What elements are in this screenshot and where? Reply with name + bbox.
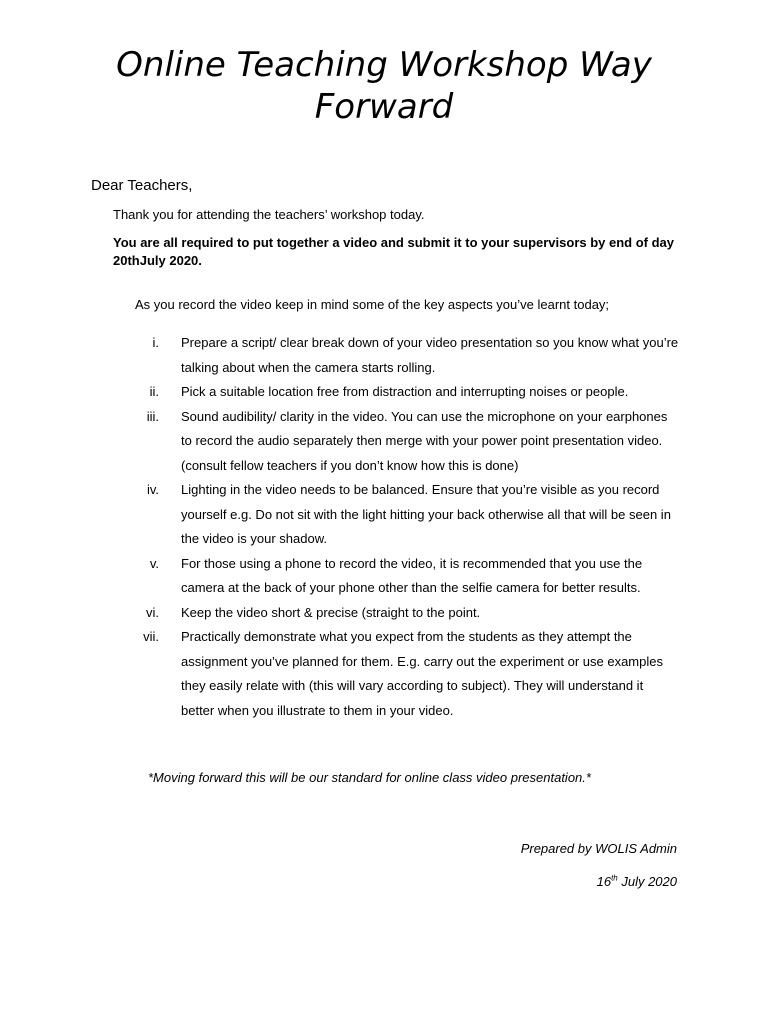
key-aspects-list xyxy=(120,331,690,723)
list-item-text: For those using a phone to record the video, it is recommended that you use the camera at the back of your phone other than the selfie camera for better results. xyxy=(181,555,643,595)
list-item xyxy=(120,331,690,380)
list-item xyxy=(120,625,690,723)
list-item-text: Keep the video short & precise (straight to the point. xyxy=(181,604,481,620)
list-numeral: iv. xyxy=(146,482,159,497)
standard-note: *Moving forward this will be our standard for online class video presentation.* xyxy=(148,770,591,785)
list-numeral: iii. xyxy=(146,408,159,424)
list-item-text: Practically demonstrate what you expect from the students as they attempt the assignment you’ve planned for them. E.g. carry out the experiment or use examples they easily relate with (this will vary according to subject). They will understand it better when you illustrate to them in your video. xyxy=(181,629,663,718)
document-date xyxy=(597,873,677,891)
list-item xyxy=(120,380,690,405)
list-item xyxy=(120,405,690,479)
list-numeral: vii. xyxy=(143,629,159,644)
prepared-by: Prepared by WOLIS Admin xyxy=(520,841,677,856)
document-title: Online Teaching Workshop Way Forward xyxy=(116,45,652,127)
list-item-text: Lighting in the video needs to be balanced. Ensure that you’re visible as you record yourself e.g. Do not sit with the light hitting your back otherwise all that will be seen in the video is your shadow. xyxy=(181,482,671,546)
list-item xyxy=(120,552,690,601)
thanks-paragraph: Thank you for attending the teachers’ workshop today. xyxy=(113,207,425,222)
intro-paragraph: As you record the video keep in mind some of the key aspects you’ve learnt today; xyxy=(135,297,610,312)
greeting: Dear Teachers, xyxy=(91,177,193,194)
list-numeral: vi. xyxy=(146,604,159,620)
list-item-text: Sound audibility/ clarity in the video. You can use the microphone on your earphones to record the audio separately then merge with your power point presentation video. (consult fellow teachers if you don’t know how this is done) xyxy=(181,408,668,473)
list-item xyxy=(120,601,690,626)
list-numeral: ii. xyxy=(149,384,159,399)
list-numeral: i. xyxy=(152,335,159,350)
list-item-text: Prepare a script/ clear break down of your video presentation so you know what you’re talking about when the camera starts rolling. xyxy=(181,335,679,375)
list-numeral: v. xyxy=(149,555,159,571)
date-rest: July 2020 xyxy=(617,874,677,889)
date-ordinal: th xyxy=(611,873,618,883)
list-item-text: Pick a suitable location free from distraction and interrupting noises or people. xyxy=(181,384,629,399)
list-item xyxy=(120,478,690,552)
date-day: 16 xyxy=(596,874,612,889)
requirement-paragraph: You are all required to put together a video and submit it to your supervisors by end of day 20thJuly 2020. xyxy=(113,235,675,268)
